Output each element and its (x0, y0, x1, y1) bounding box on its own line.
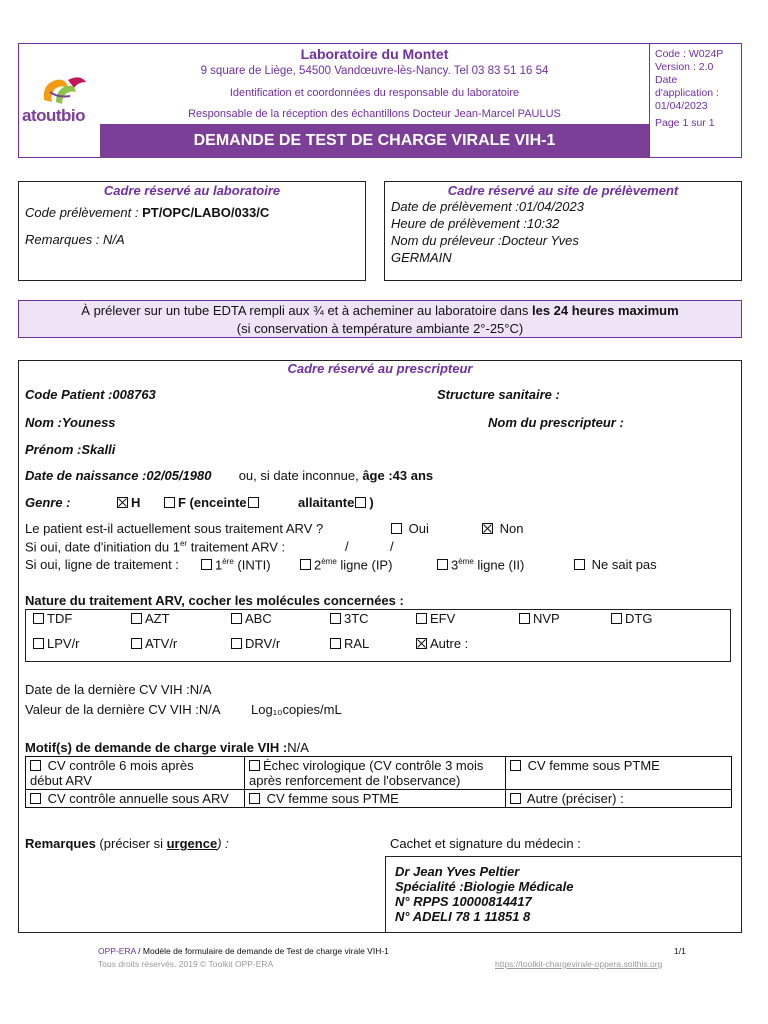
footer-model (98, 946, 389, 956)
site-frame (384, 181, 742, 281)
doctor-stamp (395, 864, 573, 924)
collection-date: Date de prélèvement :01/04/2023 (391, 199, 584, 214)
line-2-a: 2 (314, 557, 322, 573)
molecule-3tc-checkbox[interactable] (330, 613, 341, 624)
lab-address: 9 square de Liège, 54500 Vandœuvre-lès-Nancy. Tel 03 83 51 16 54 (200, 65, 549, 77)
motif-table (25, 756, 732, 808)
molecule-label: NVP (533, 611, 560, 626)
arv-oui-checkbox[interactable] (391, 523, 402, 534)
molecule-3tc[interactable] (330, 611, 369, 626)
molecule-label: LPV/r (47, 636, 80, 651)
footer-sep: / (135, 946, 143, 956)
document-meta (655, 48, 741, 130)
initiation-row (25, 539, 285, 554)
breastfeeding-option[interactable] (298, 495, 374, 510)
molecule-lpv-checkbox[interactable] (33, 638, 44, 649)
line-1-option[interactable] (201, 557, 271, 572)
arv-non-option[interactable] (482, 521, 523, 536)
motif-6m-label-cont: début ARV (30, 773, 92, 788)
unknown-checkbox[interactable] (574, 559, 585, 570)
motif-cell[interactable] (26, 757, 245, 790)
logo (22, 70, 100, 128)
molecule-abc[interactable] (231, 611, 272, 626)
molecule-tdf[interactable] (33, 611, 72, 626)
remarks-urgence: urgence (166, 836, 218, 851)
molecule-abc-checkbox[interactable] (231, 613, 242, 624)
motif-failure-label: Échec virologique (CV contrôle 3 mois (263, 758, 484, 773)
motif-ptme-checkbox[interactable] (510, 760, 521, 771)
line-3-option[interactable] (437, 557, 524, 572)
line-1-a: 1 (215, 557, 223, 573)
form-title (100, 124, 649, 158)
molecule-dtg[interactable] (611, 611, 652, 626)
doctor-rpps: N° RPPS 10000814417 (395, 894, 532, 909)
motif-annual-checkbox[interactable] (30, 793, 41, 804)
doctor-name: Dr Jean Yves Peltier (395, 864, 520, 879)
motif-cell[interactable] (245, 790, 506, 808)
close-paren: ) (369, 495, 374, 510)
footer-model-text: Modèle de formulaire de demande de Test de charge virale VIH-1 (142, 946, 389, 956)
molecule-label: DRV/r (245, 636, 281, 651)
arv-non-label: Non (499, 521, 524, 536)
patient-last-name[interactable]: Nom :Youness (25, 415, 116, 430)
line-3-sup: ème (458, 557, 474, 566)
unknown-option[interactable] (574, 557, 657, 572)
arv-oui-option[interactable] (391, 521, 429, 536)
table-row (26, 757, 732, 790)
line-1-checkbox[interactable] (201, 559, 212, 570)
notice-line-2: (si conservation à température ambiante 2°-25°C) (236, 321, 524, 336)
meta-application-date: 01/04/2023 (655, 100, 708, 112)
remarks-colon: ) : (217, 836, 229, 851)
gender-h-checkbox[interactable] (117, 497, 128, 508)
header-divider (649, 43, 650, 158)
molecule-atv-checkbox[interactable] (131, 638, 142, 649)
remarks-label[interactable] (25, 836, 229, 851)
footer-link[interactable]: https://toolkit-chargevirale-oppera.solthis.org (495, 959, 663, 969)
sample-code-label: Code prélèvement : (25, 205, 139, 220)
gender-label: Genre : (25, 495, 71, 510)
meta-date-label: Date (655, 74, 678, 86)
birth-row (25, 468, 433, 483)
molecule-label: ABC (245, 611, 272, 626)
molecule-label: ATV/r (145, 636, 178, 651)
motif-ptme-label: CV femme sous PTME (527, 758, 660, 773)
motif-failure-checkbox[interactable] (249, 760, 260, 771)
meta-application-label: d'application : (655, 87, 719, 99)
motif-cell[interactable] (506, 757, 732, 790)
gender-h-label: H (131, 495, 141, 510)
doctor-specialty: Spécialité :Biologie Médicale (395, 879, 574, 894)
molecule-label: 3TC (344, 611, 369, 626)
line-2-checkbox[interactable] (300, 559, 311, 570)
molecule-efv-checkbox[interactable] (416, 613, 427, 624)
molecules-title: Nature du traitement ARV, cocher les molécules concernées : (25, 593, 404, 608)
lab-frame-title: Cadre réservé au laboratoire (103, 183, 281, 198)
line-1-b: (INTI) (233, 557, 271, 573)
initiation-slash-1[interactable]: / (345, 539, 349, 554)
treatment-line-label: Si oui, ligne de traitement : (25, 557, 179, 572)
molecule-tdf-checkbox[interactable] (33, 613, 44, 624)
molecule-nvp-checkbox[interactable] (519, 613, 530, 624)
sample-code-value: PT/OPC/LABO/033/C (142, 205, 270, 220)
molecule-atv[interactable] (131, 636, 177, 651)
collector-name-cont: GERMAIN (391, 250, 452, 265)
notice-line-1 (19, 302, 741, 320)
remarks-hint: (préciser si (95, 836, 167, 851)
motif-cell[interactable] (506, 790, 732, 808)
prescriber-name[interactable]: Nom du prescripteur : (488, 415, 624, 430)
motif-ptme2-label: CV femme sous PTME (266, 791, 399, 806)
transport-notice (18, 300, 742, 338)
form-title-text: DEMANDE DE TEST DE CHARGE VIRALE VIH-1 (193, 132, 556, 149)
collector-name: Nom du préleveur :Docteur Yves (391, 233, 579, 248)
molecule-azt-checkbox[interactable] (131, 613, 142, 624)
lab-subtitle: Identification et coordonnées du responsable du laboratoire (229, 87, 520, 99)
motif-annual-label: CV contrôle annuelle sous ARV (47, 791, 229, 806)
molecule-dtg-checkbox[interactable] (611, 613, 622, 624)
arv-oui-label: Oui (408, 521, 429, 536)
prescriber-frame-title: Cadre réservé au prescripteur (287, 361, 473, 376)
molecule-lpv[interactable] (33, 636, 80, 651)
molecule-label: AZT (145, 611, 170, 626)
last-cv-date[interactable]: Date de la dernière CV VIH :N/A (25, 682, 212, 697)
molecule-drv[interactable] (231, 636, 280, 651)
motif-6m-checkbox[interactable] (30, 760, 41, 771)
footer-page: 1/1 (674, 946, 686, 956)
molecule-label: DTG (625, 611, 653, 626)
sample-code (25, 205, 269, 220)
line-1-sup: ère (222, 557, 234, 566)
footer-brand: OPP-ERA (98, 946, 136, 956)
site-frame-title: Cadre réservé au site de prélèvement (447, 183, 679, 198)
lab-responsible: Responsable de la réception des échantillons Docteur Jean-Marcel PAULUS (188, 108, 561, 120)
birth-date[interactable]: Date de naissance :02/05/1980 (25, 468, 212, 483)
pregnant-checkbox[interactable] (248, 497, 259, 508)
arv-question: Le patient est-il actuellement sous traitement ARV ? (25, 521, 324, 536)
line-2-sup: ème (321, 557, 337, 566)
footer-rights: Tous droits réservés. 2019 © Toolkit OPP-ERA (98, 959, 274, 969)
last-cv-value[interactable]: Valeur de la dernière CV VIH :N/A (25, 702, 221, 717)
notice-text: À prélever sur un tube EDTA rempli aux ¾ et à acheminer au laboratoire dans (81, 303, 529, 318)
breastfeeding-label: allaitante (298, 495, 355, 510)
line-3-a: 3 (451, 557, 459, 573)
stamp-label: Cachet et signature du médecin : (390, 836, 581, 851)
arv-non-checkbox[interactable] (482, 523, 493, 534)
molecule-autre[interactable] (416, 636, 468, 651)
motif-failure-label-cont: après renforcement de l'observance) (249, 773, 461, 788)
line-2-option[interactable] (300, 557, 392, 572)
log-unit: Log₁₀copies/mL (251, 702, 342, 717)
motif-title: Motif(s) de demande de charge virale VIH : (25, 740, 288, 755)
logo-text: atoutbio (22, 106, 86, 125)
meta-version: Version : 2.0 (655, 61, 714, 73)
unknown-label: Ne sait pas (591, 557, 657, 572)
line-3-b: ligne (II) (473, 557, 525, 573)
health-structure[interactable]: Structure sanitaire : (437, 387, 560, 402)
initiation-slash-2[interactable]: / (390, 539, 394, 554)
meta-code: Code : W024P (655, 48, 724, 60)
gender-row (25, 495, 71, 510)
logo-mark-icon (22, 70, 100, 110)
motif-ptme2-checkbox[interactable] (249, 793, 260, 804)
birth-alt: ou, si date inconnue, (238, 468, 359, 483)
motif-other-checkbox[interactable] (510, 793, 521, 804)
lab-remarks: Remarques : N/A (25, 232, 125, 247)
motif-other-label: Autre (préciser) : (526, 791, 624, 806)
line-2-b: ligne (IP) (336, 557, 393, 573)
initiation-label: Si oui, date d'initiation du 1 (25, 539, 180, 555)
gender-f-option[interactable] (164, 495, 262, 510)
molecule-drv-checkbox[interactable] (231, 638, 242, 649)
gender-f-label: F (enceinte (178, 495, 247, 510)
molecule-ral-checkbox[interactable] (330, 638, 341, 649)
molecule-label: EFV (430, 611, 456, 626)
doctor-adeli: N° ADELI 78 1 11851 8 (395, 909, 531, 924)
notice-deadline: les 24 heures maximum (531, 303, 679, 318)
molecule-label: TDF (47, 611, 73, 626)
patient-code[interactable]: Code Patient :008763 (25, 387, 156, 402)
breastfeeding-checkbox[interactable] (355, 497, 366, 508)
patient-age[interactable]: âge :43 ans (362, 468, 434, 483)
motif-title-row (25, 740, 309, 755)
molecule-label: RAL (344, 636, 370, 651)
molecule-nvp[interactable] (519, 611, 560, 626)
line-3-checkbox[interactable] (437, 559, 448, 570)
initiation-sup: er (179, 539, 188, 548)
motif-6m-label: CV contrôle 6 mois après (47, 758, 194, 773)
motif-cell[interactable] (26, 790, 245, 808)
collection-time: Heure de prélèvement :10:32 (391, 216, 560, 231)
remarks-word: Remarques (25, 836, 96, 851)
molecule-autre-checkbox[interactable] (416, 638, 427, 649)
patient-first-name[interactable]: Prénom :Skalli (25, 442, 116, 457)
motif-value: N/A (287, 740, 309, 755)
gender-h-option[interactable] (117, 495, 140, 510)
motif-cell[interactable] (245, 757, 506, 790)
molecule-efv[interactable] (416, 611, 455, 626)
initiation-label-b: traitement ARV : (187, 539, 286, 555)
molecule-ral[interactable] (330, 636, 369, 651)
molecule-azt[interactable] (131, 611, 170, 626)
meta-page: Page 1 sur 1 (655, 117, 715, 129)
lab-name: Laboratoire du Montet (300, 46, 449, 62)
table-row (26, 790, 732, 808)
lab-frame (18, 181, 366, 281)
gender-f-checkbox[interactable] (164, 497, 175, 508)
molecule-label: Autre : (430, 636, 469, 651)
